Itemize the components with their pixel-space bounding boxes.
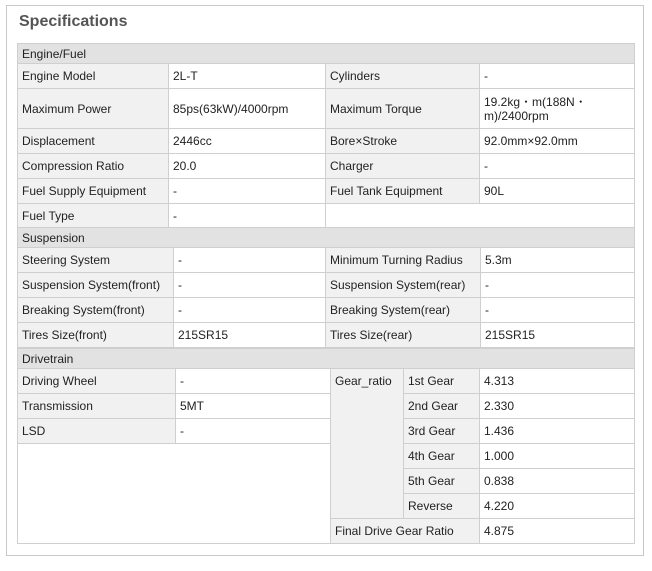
spec-label: Engine Model (18, 64, 169, 89)
spec-value: 5.3m (481, 248, 635, 273)
section-header-suspension (18, 228, 635, 248)
spec-value: - (176, 419, 331, 444)
spec-value: 20.0 (169, 154, 326, 179)
final-drive-label: Final Drive Gear Ratio (331, 519, 480, 544)
table-row (18, 369, 635, 394)
gear-ratio-label: Gear_ratio (331, 369, 404, 519)
table-row (18, 248, 635, 273)
gear-label: 4th Gear (404, 444, 480, 469)
empty-cell (18, 444, 331, 544)
spec-value: - (174, 248, 326, 273)
spec-value: 215SR15 (481, 323, 635, 348)
page-title: Specifications (19, 13, 128, 30)
spec-value: 19.2kg・m(188N・m)/2400rpm (480, 89, 635, 129)
spec-label: Displacement (18, 129, 169, 154)
table-row (18, 129, 635, 154)
spec-label: Compression Ratio (18, 154, 169, 179)
drivetrain-table (17, 348, 635, 544)
table-row (18, 419, 635, 444)
gear-value: 1.436 (480, 419, 635, 444)
spec-label: Steering System (18, 248, 174, 273)
spec-value: - (480, 64, 635, 89)
gear-value: 4.220 (480, 494, 635, 519)
table-row (18, 444, 635, 469)
section-header-drivetrain (18, 349, 635, 369)
table-row (18, 64, 635, 89)
spec-label: LSD (18, 419, 176, 444)
spec-label: Fuel Supply Equipment (18, 179, 169, 204)
gear-value: 1.000 (480, 444, 635, 469)
section-title: Engine/Fuel (18, 44, 635, 64)
table-row (18, 204, 635, 229)
spec-label: Maximum Power (18, 89, 169, 129)
spec-label: Breaking System(front) (18, 298, 174, 323)
spec-value: 215SR15 (174, 323, 326, 348)
spec-label: Bore×Stroke (326, 129, 480, 154)
spec-value: - (174, 273, 326, 298)
spec-label: Suspension System(rear) (326, 273, 481, 298)
gear-label: 2nd Gear (404, 394, 480, 419)
spec-label: Driving Wheel (18, 369, 176, 394)
spec-label: Charger (326, 154, 480, 179)
table-row (18, 154, 635, 179)
gear-label: 3rd Gear (404, 419, 480, 444)
spec-label: Minimum Turning Radius (326, 248, 481, 273)
table-row (18, 179, 635, 204)
spec-label: Maximum Torque (326, 89, 480, 129)
spec-label: Tires Size(front) (18, 323, 174, 348)
spec-value: 85ps(63kW)/4000rpm (169, 89, 326, 129)
suspension-table (17, 227, 635, 348)
section-title: Suspension (18, 228, 635, 248)
spec-label: Transmission (18, 394, 176, 419)
spec-label: Cylinders (326, 64, 480, 89)
spec-value: 2L-T (169, 64, 326, 89)
spec-value: - (169, 179, 326, 204)
spec-value: - (169, 204, 326, 229)
gear-value: 2.330 (480, 394, 635, 419)
spec-value: 5MT (176, 394, 331, 419)
spec-value: 2446cc (169, 129, 326, 154)
engine-fuel-table (17, 43, 635, 229)
gear-label: Reverse (404, 494, 480, 519)
spec-label: Suspension System(front) (18, 273, 174, 298)
table-row (18, 298, 635, 323)
spec-label: Fuel Tank Equipment (326, 179, 480, 204)
table-row (18, 323, 635, 348)
table-row (18, 89, 635, 129)
gear-label: 1st Gear (404, 369, 480, 394)
spec-label: Fuel Type (18, 204, 169, 229)
spec-value: - (174, 298, 326, 323)
spec-value: - (480, 154, 635, 179)
spec-label: Breaking System(rear) (326, 298, 481, 323)
spec-value: 92.0mm×92.0mm (480, 129, 635, 154)
spec-label: Tires Size(rear) (326, 323, 481, 348)
gear-value: 4.313 (480, 369, 635, 394)
spec-value: 90L (480, 179, 635, 204)
section-header-engine (18, 44, 635, 64)
spec-value: - (176, 369, 331, 394)
table-row (18, 273, 635, 298)
empty-cell (326, 204, 635, 229)
final-drive-value: 4.875 (480, 519, 635, 544)
table-row (18, 394, 635, 419)
section-title: Drivetrain (18, 349, 635, 369)
spec-value: - (481, 273, 635, 298)
gear-value: 0.838 (480, 469, 635, 494)
spec-value: - (481, 298, 635, 323)
gear-label: 5th Gear (404, 469, 480, 494)
